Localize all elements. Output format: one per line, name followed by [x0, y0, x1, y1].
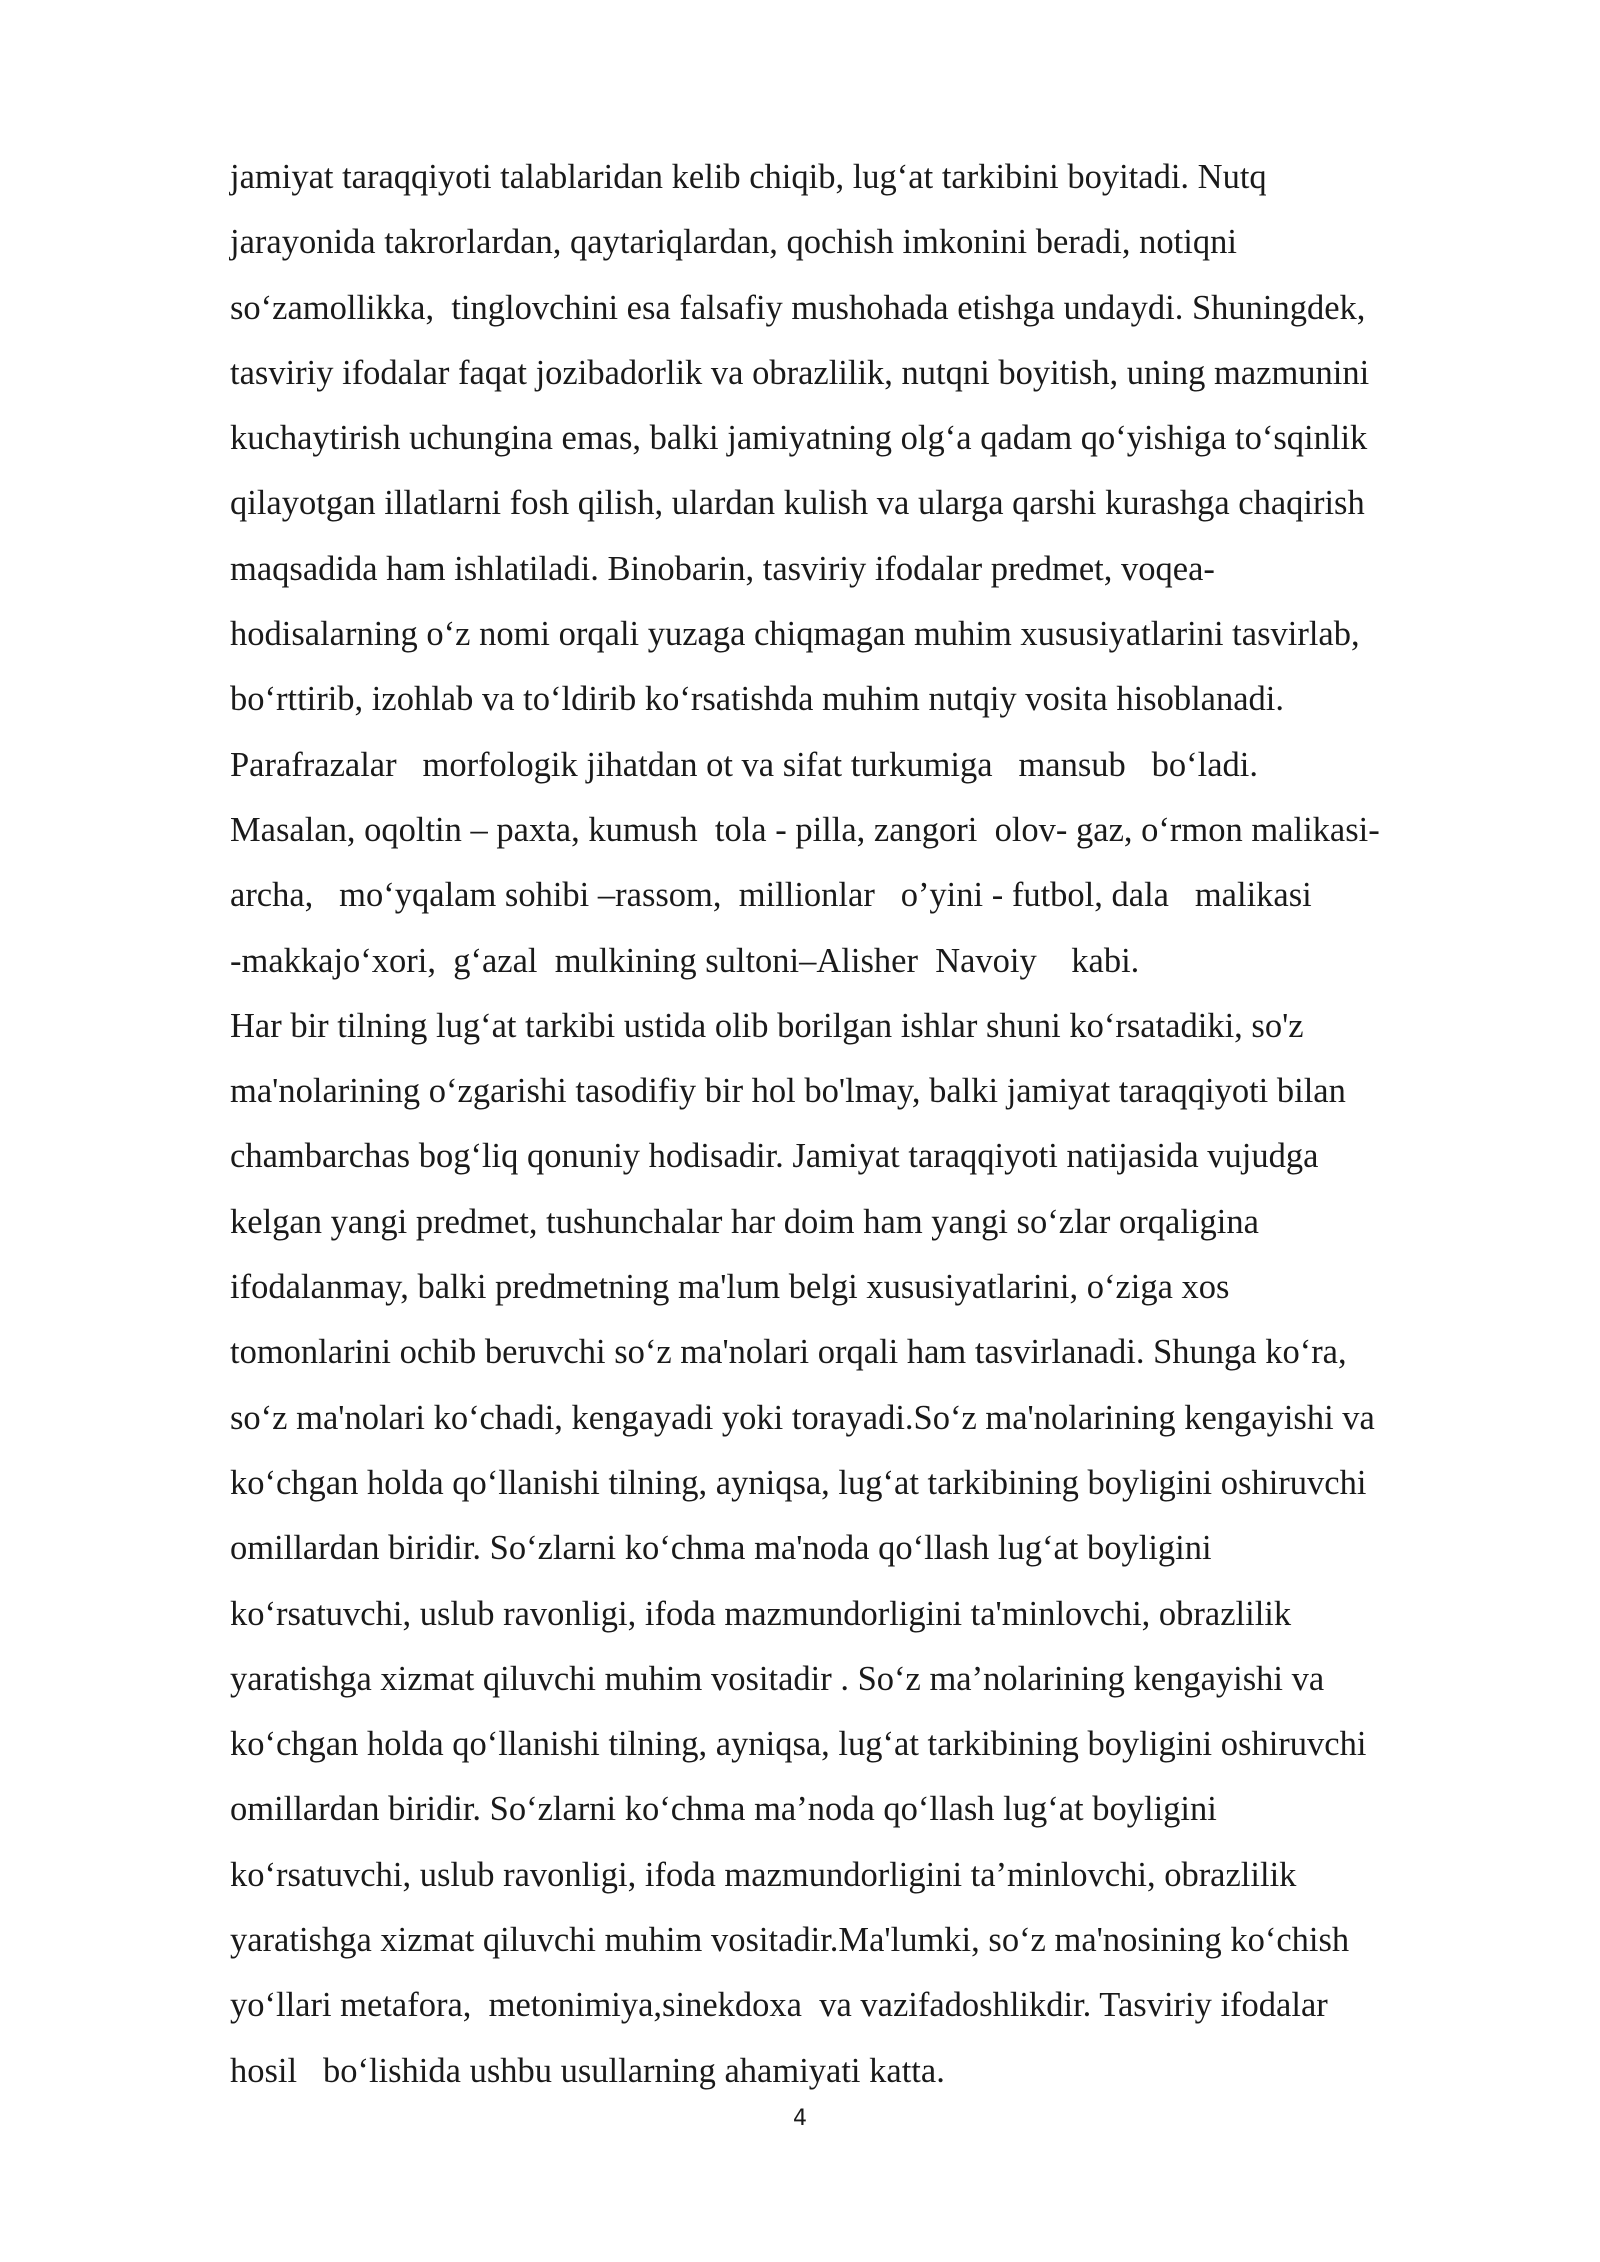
text-line: omillardan biridir. So‘zlarni ko‘chma ma’noda qo‘llash lug‘at boyligini — [230, 1790, 1217, 1829]
text-line: ifodalanmay, balki predmetning ma'lum belgi xususiyatlarini, o‘ziga xos — [230, 1268, 1230, 1307]
text-line: ko‘rsatuvchi, uslub ravonligi, ifoda mazmundorligini ta'minlovchi, obrazlilik — [230, 1594, 1292, 1633]
text-line: qilayotgan illatlarni fosh qilish, ulardan kulish va ularga qarshi kurashga chaqirish — [230, 484, 1365, 523]
page-number: 4 — [793, 2106, 807, 2131]
text-line: hodisalarning o‘z nomi orqali yuzaga chiqmagan muhim xususiyatlarini tasvirlab, — [230, 615, 1360, 654]
text-line: jarayonida takrorlardan, qaytariqlardan, qochish imkonini beradi, notiqni — [230, 223, 1237, 262]
text-line: archa, mo‘yqalam sohibi –rassom, millionlar o’yini - futbol, dala malikasi — [230, 876, 1312, 915]
text-line: so‘zamollikka, tinglovchini esa falsafiy mushohada etishga undaydi. Shuningdek, — [230, 288, 1366, 327]
text-line: -makkajo‘xori, g‘azal mulkining sultoni–Alisher Navoiy kabi. — [230, 941, 1140, 980]
text-line: Har bir tilning lug‘at tarkibi ustida olib borilgan ishlar shuni ko‘rsatadiki, so'z — [230, 1006, 1304, 1045]
text-line: jamiyat taraqqiyoti talablaridan kelib chiqib, lug‘at tarkibini boyitadi. Nutq — [230, 158, 1267, 196]
text-line: Masalan, oqoltin – paxta, kumush tola - pilla, zangori olov- gaz, o‘rmon malikasi- — [230, 810, 1380, 849]
text-line: ko‘chgan holda qo‘llanishi tilning, ayniqsa, lug‘at tarkibining boyligini oshiruvchi — [230, 1725, 1367, 1764]
text-line: omillardan biridir. So‘zlarni ko‘chma ma'noda qo‘llash lug‘at boyligini — [230, 1529, 1212, 1568]
text-line: tasviriy ifodalar faqat jozibadorlik va obrazlilik, nutqni boyitish, uning mazmunini — [230, 353, 1370, 392]
text-line: hosil bo‘lishida ushbu usullarning ahamiyati katta. — [230, 2051, 945, 2090]
text-line: so‘z ma'nolari ko‘chadi, kengayadi yoki torayadi.So‘z ma'nolarining kengayishi va — [230, 1398, 1375, 1437]
text-line: chambarchas bog‘liq qonuniy hodisadir. Jamiyat taraqqiyoti natijasida vujudga — [230, 1137, 1319, 1176]
text-line: bo‘rttirib, izohlab va to‘ldirib ko‘rsatishda muhim nutqiy vosita hisoblanadi. — [230, 680, 1285, 719]
body-text — [230, 145, 1520, 2104]
text-line: tomonlarini ochib beruvchi so‘z ma'nolari orqali ham tasvirlanadi. Shunga ko‘ra, — [230, 1333, 1347, 1372]
text-line: Parafrazalar morfologik jihatdan ot va sifat turkumiga mansub bo‘ladi. — [230, 745, 1258, 784]
text-line: yaratishga xizmat qiluvchi muhim vositadir . So‘z ma’nolarining kengayishi va — [230, 1659, 1325, 1698]
text-line: kelgan yangi predmet, tushunchalar har doim ham yangi so‘zlar orqaligina — [230, 1202, 1259, 1241]
text-line: maqsadida ham ishlatiladi. Binobarin, tasviriy ifodalar predmet, voqea- — [230, 549, 1215, 588]
text-line: ma'nolarining o‘zgarishi tasodifiy bir hol bo'lmay, balki jamiyat taraqqiyoti bilan — [230, 1072, 1346, 1111]
text-line: ko‘rsatuvchi, uslub ravonligi, ifoda mazmundorligini ta’minlovchi, obrazlilik — [230, 1855, 1297, 1894]
text-line: kuchaytirish uchungina emas, balki jamiyatning olg‘a qadam qo‘yishiga to‘sqinlik — [230, 419, 1368, 458]
text-line: ko‘chgan holda qo‘llanishi tilning, ayniqsa, lug‘at tarkibining boyligini oshiruvchi — [230, 1463, 1367, 1502]
text-line: yo‘llari metafora, metonimiya,sinekdoxa va vazifadoshlikdir. Tasviriy ifodalar — [230, 1986, 1328, 2025]
text-line: yaratishga xizmat qiluvchi muhim vositadir.Ma'lumki, so‘z ma'nosining ko‘chish — [230, 1921, 1350, 1960]
